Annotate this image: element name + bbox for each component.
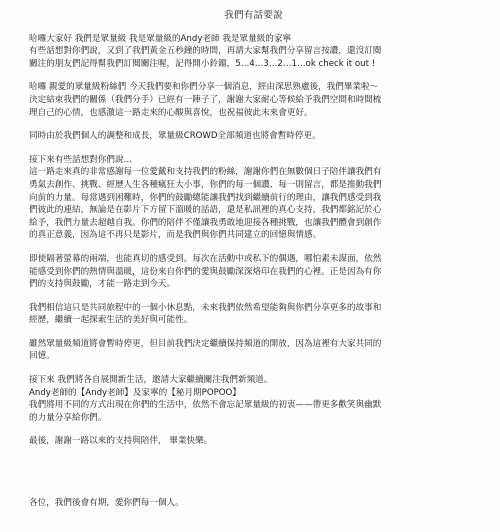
text-line: 關注的朋友們記得幫我們訂閱關注喔，記得開小鈴鐺，5…4…3…2…1…ok check it out !	[29, 58, 376, 69]
text-line: Andy老師的【Andy老師】及家寧的【秘月期POPOO】	[29, 387, 241, 398]
text-line: 接下來 我們將各自展開新生活，邀請大家繼續關注我們新頻道。	[29, 375, 273, 386]
text-line: 勇氣去創作、挑戰、經歷人生各種瘋狂大小事，你們的每一個讚、每一則留言，都是推動我們	[29, 179, 382, 190]
text-line: 的真正意義，因為這不再只是影片，而是我們與你們共同建立的回憶與情感。	[29, 230, 322, 241]
paragraph-announcement	[29, 81, 478, 119]
text-line: 能感受到你們的熱情與溫暖，這份來自你們的愛與鼓勵深深烙印在我們的心裡。正是因為有你	[29, 266, 382, 277]
text-line: 我們將用不同的方式出現在你們的生活中，依然不會忘記眾量級的初衷——帶更多歡笑與幽默	[29, 400, 382, 411]
closing-line: 各位，我們後會有期，愛你們每一個人。	[29, 498, 184, 508]
paragraph-channel-pause	[29, 130, 478, 143]
paragraph-new-channels	[29, 374, 478, 424]
text-line: 哈囉大家好 我們是眾量級 我是眾量級的Andy老師 我是眾量級的家寧	[29, 33, 292, 44]
paragraph-journey	[29, 302, 478, 327]
text-line: 同時由於我們個人的調整和成長，眾量級CROWD全部頻道也將會暫時停更。	[29, 131, 321, 142]
text-line: 的力量分享給你們。	[29, 412, 107, 423]
text-line: 最後，謝謝一路以來的支持與陪伴， 畢業快樂。	[29, 436, 213, 447]
text-line: 們彼此的連結，無論是在影片下方留下溫暖的話語，還是私訊裡的真心支持，我們都銘記於心	[29, 205, 382, 216]
paragraph-screen	[29, 253, 478, 291]
paragraph-thanks	[29, 154, 478, 242]
text-line: 即使隔著螢幕的兩端，也能真切的感受到。每次在活動中或私下的偶遇，哪怕素未謀面，依然	[29, 253, 382, 264]
text-line: 理自己的心情，也感激這一路走來的心酸與喜悅，也祝福彼此未來會更好。	[29, 107, 313, 118]
text-line: 回憶。	[29, 351, 55, 362]
document-title: 我們有話要說	[224, 10, 283, 21]
text-line: 向前的力量。每當遇到困難時，你們的鼓勵總能讓我們找到繼續前行的理由，讓我們感受到我	[29, 192, 382, 203]
text-line: 經歷，繼續一起探索生活的美好與可能性。	[29, 315, 193, 326]
text-line: 決定結束我們的關係（我們分手）已經有一陣子了，謝謝大家耐心等候給予我們空間和時間梳	[29, 94, 382, 105]
paragraph-greeting	[29, 33, 478, 71]
paragraph-farewell	[29, 435, 478, 448]
text-line: 這一路走來真的非常感謝每一位愛戴和支持我們的粉絲，謝謝你們在無數個日子陪伴讓我們有	[29, 167, 382, 178]
text-line: 我們相信這只是共同旅程中的一個小休息點，未來我們依然希望能夠與你們分享更多的故事和	[29, 302, 382, 313]
text-line: 給予，我們力量去超越自我。你們的陪伴不僅讓我勇敢地迎接各種挑戰，也讓我們體會到創作	[29, 217, 382, 228]
text-line: 們的支持與鼓勵，才能一路走到今天。	[29, 279, 176, 290]
paragraph-channel-open	[29, 338, 478, 363]
text-line: 哈囉 親愛的眾量級粉絲們 今天我們要和你們分享一個消息，經由深思熟慮後，我們畢業啦～	[29, 82, 379, 93]
text-line: 有些話想對你們說，又到了我們黃金五秒鐘的時間，再請大家幫我們分享留言按讚，還沒訂閱	[29, 46, 382, 57]
text-line: 雖然眾量級頻道將會暫時停更，但目前我們決定繼續保持頻道的開放，因為這裡有大家共同的	[29, 338, 382, 349]
text-line: 接下來有些話想對你們說…	[29, 154, 133, 165]
